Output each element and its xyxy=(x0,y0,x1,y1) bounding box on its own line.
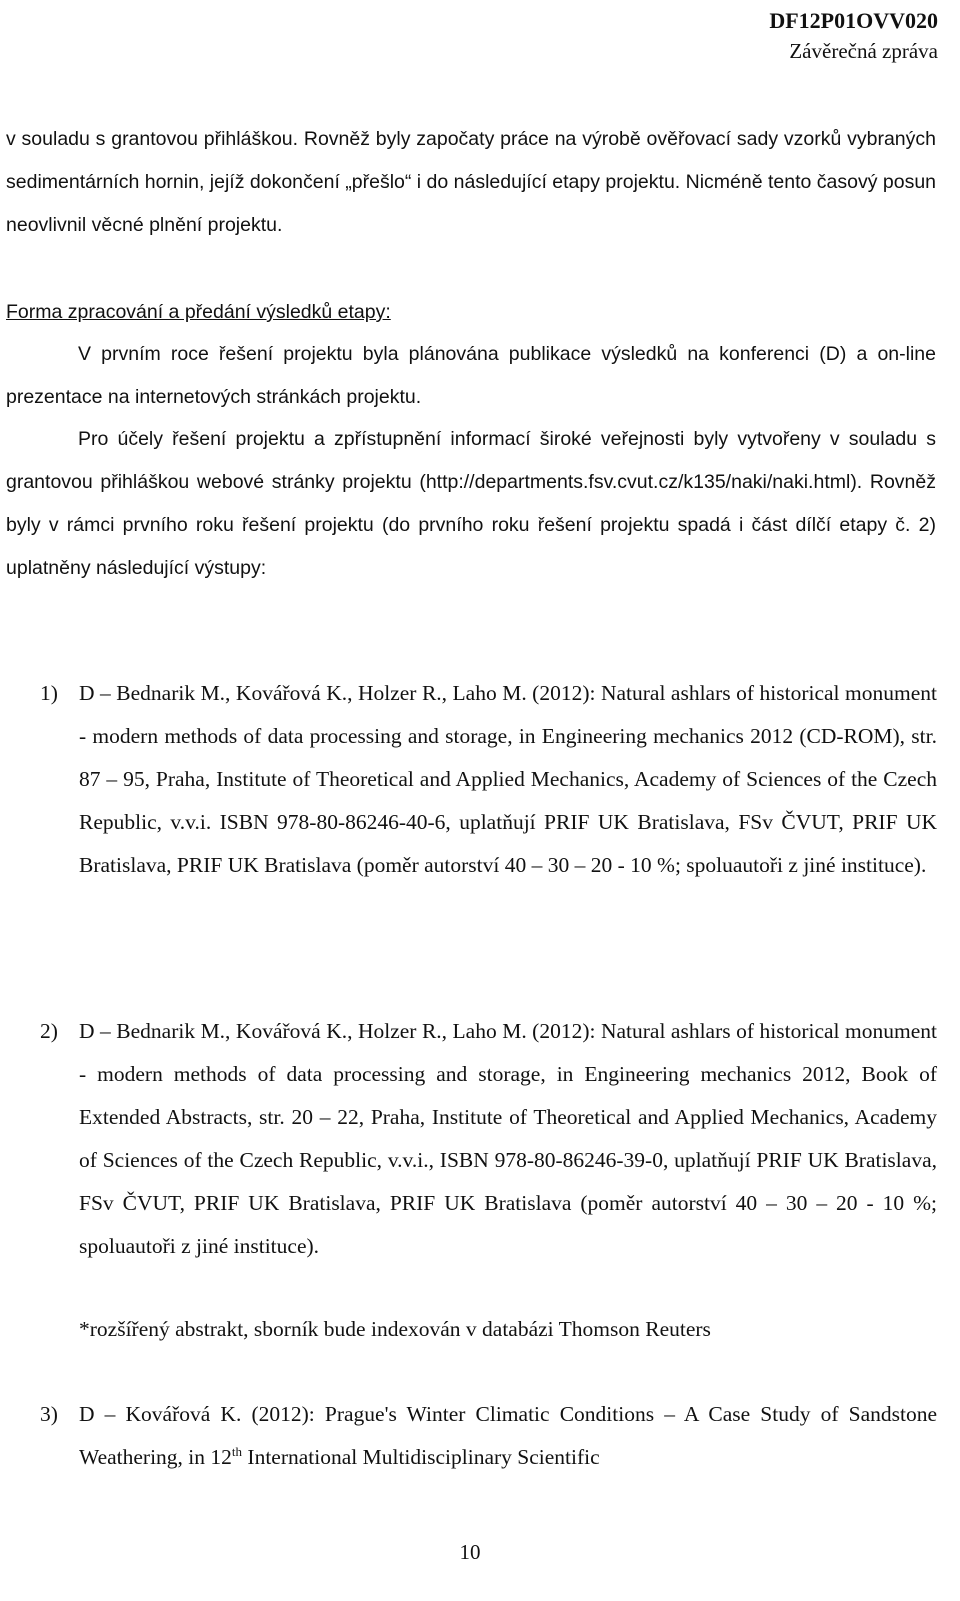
reference-text-end: International Multidisciplinary Scientific xyxy=(242,1445,600,1469)
document-subtitle: Závěrečná zpráva xyxy=(789,39,938,63)
reference-number: 2) xyxy=(40,1019,58,1043)
reference-text-start: D – Kovářová K. (2012): Prague's Winter Climatic Conditions – A Case Study of Sandstone Weathering, in 12 xyxy=(79,1402,937,1469)
page-number: 10 xyxy=(459,1540,481,1564)
paragraph-conference-plan: V prvním roce řešení projektu byla plánována publikace výsledků na konferenci (D) a on-line prezentace na internetových stránkách projektu. xyxy=(6,343,936,408)
document-code: DF12P01OVV020 xyxy=(769,8,938,33)
reference-text xyxy=(79,1393,937,1479)
page-header xyxy=(769,6,938,66)
reference-text: D – Bednarik M., Kovářová K., Holzer R., Laho M. (2012): Natural ashlars of historical monument - modern methods of data processing and storage, in Engineering mechanics 2012 (CD-ROM), str. 87 – 95, Praha, Institute of Theoretical and Applied Mechanics, Academy of Sciences of the Czech Republic, v.v.i. ISBN 978-80-86246-40-6, uplatňují PRIF UK Bratislava, FSv ČVUT, PRIF UK Bratislava, PRIF UK Bratislava (poměr autorství 40 – 30 – 20 - 10 %; spoluautoři z jiné instituce). xyxy=(79,681,937,877)
reference-number: 3) xyxy=(40,1402,58,1426)
ordinal-superscript: th xyxy=(231,1443,243,1459)
reference-text: D – Bednarik M., Kovářová K., Holzer R., Laho M. (2012): Natural ashlars of historical monument - modern methods of data processing and storage, in Engineering mechanics 2012, Book of Extended Abstracts, str. 20 – 22, Praha, Institute of Theoretical and Applied Mechanics, Academy of Sciences of the Czech Republic, v.v.i., ISBN 978-80-86246-39-0, uplatňují PRIF UK Bratislava, FSv ČVUT, PRIF UK Bratislava, PRIF UK Bratislava (poměr autorství 40 – 30 – 20 - 10 %; spoluautoři z jiné instituce). xyxy=(79,1019,937,1258)
intro-paragraph: v souladu s grantovou přihláškou. Rovněž byly započaty práce na výrobě ověřovací sady vzorků vybraných sedimentárních hornin, jejíž dokončení „přešlo“ i do následující etapy projektu. Nicméně tento časový posun neovlivnil věcné plnění projektu. xyxy=(6,128,937,236)
section-heading: Forma zpracování a předání výsledků etapy: xyxy=(6,301,391,323)
paragraph-web-outputs: Pro účely řešení projektu a zpřístupnění informací široké veřejnosti byly vytvořeny v souladu s grantovou přihláškou webové stránky projektu (http://departments.fsv.cvut.cz/k135/naki/naki.html). Rovněž byly v rámci prvního roku řešení projektu (do prvního roku řešení projektu spadá i část dílčí etapy č. 2) uplatněny následující výstupy: xyxy=(6,428,936,579)
reference-note: *rozšířený abstrakt, sborník bude indexován v databázi Thomson Reuters xyxy=(79,1317,711,1341)
reference-number: 1) xyxy=(40,681,58,705)
